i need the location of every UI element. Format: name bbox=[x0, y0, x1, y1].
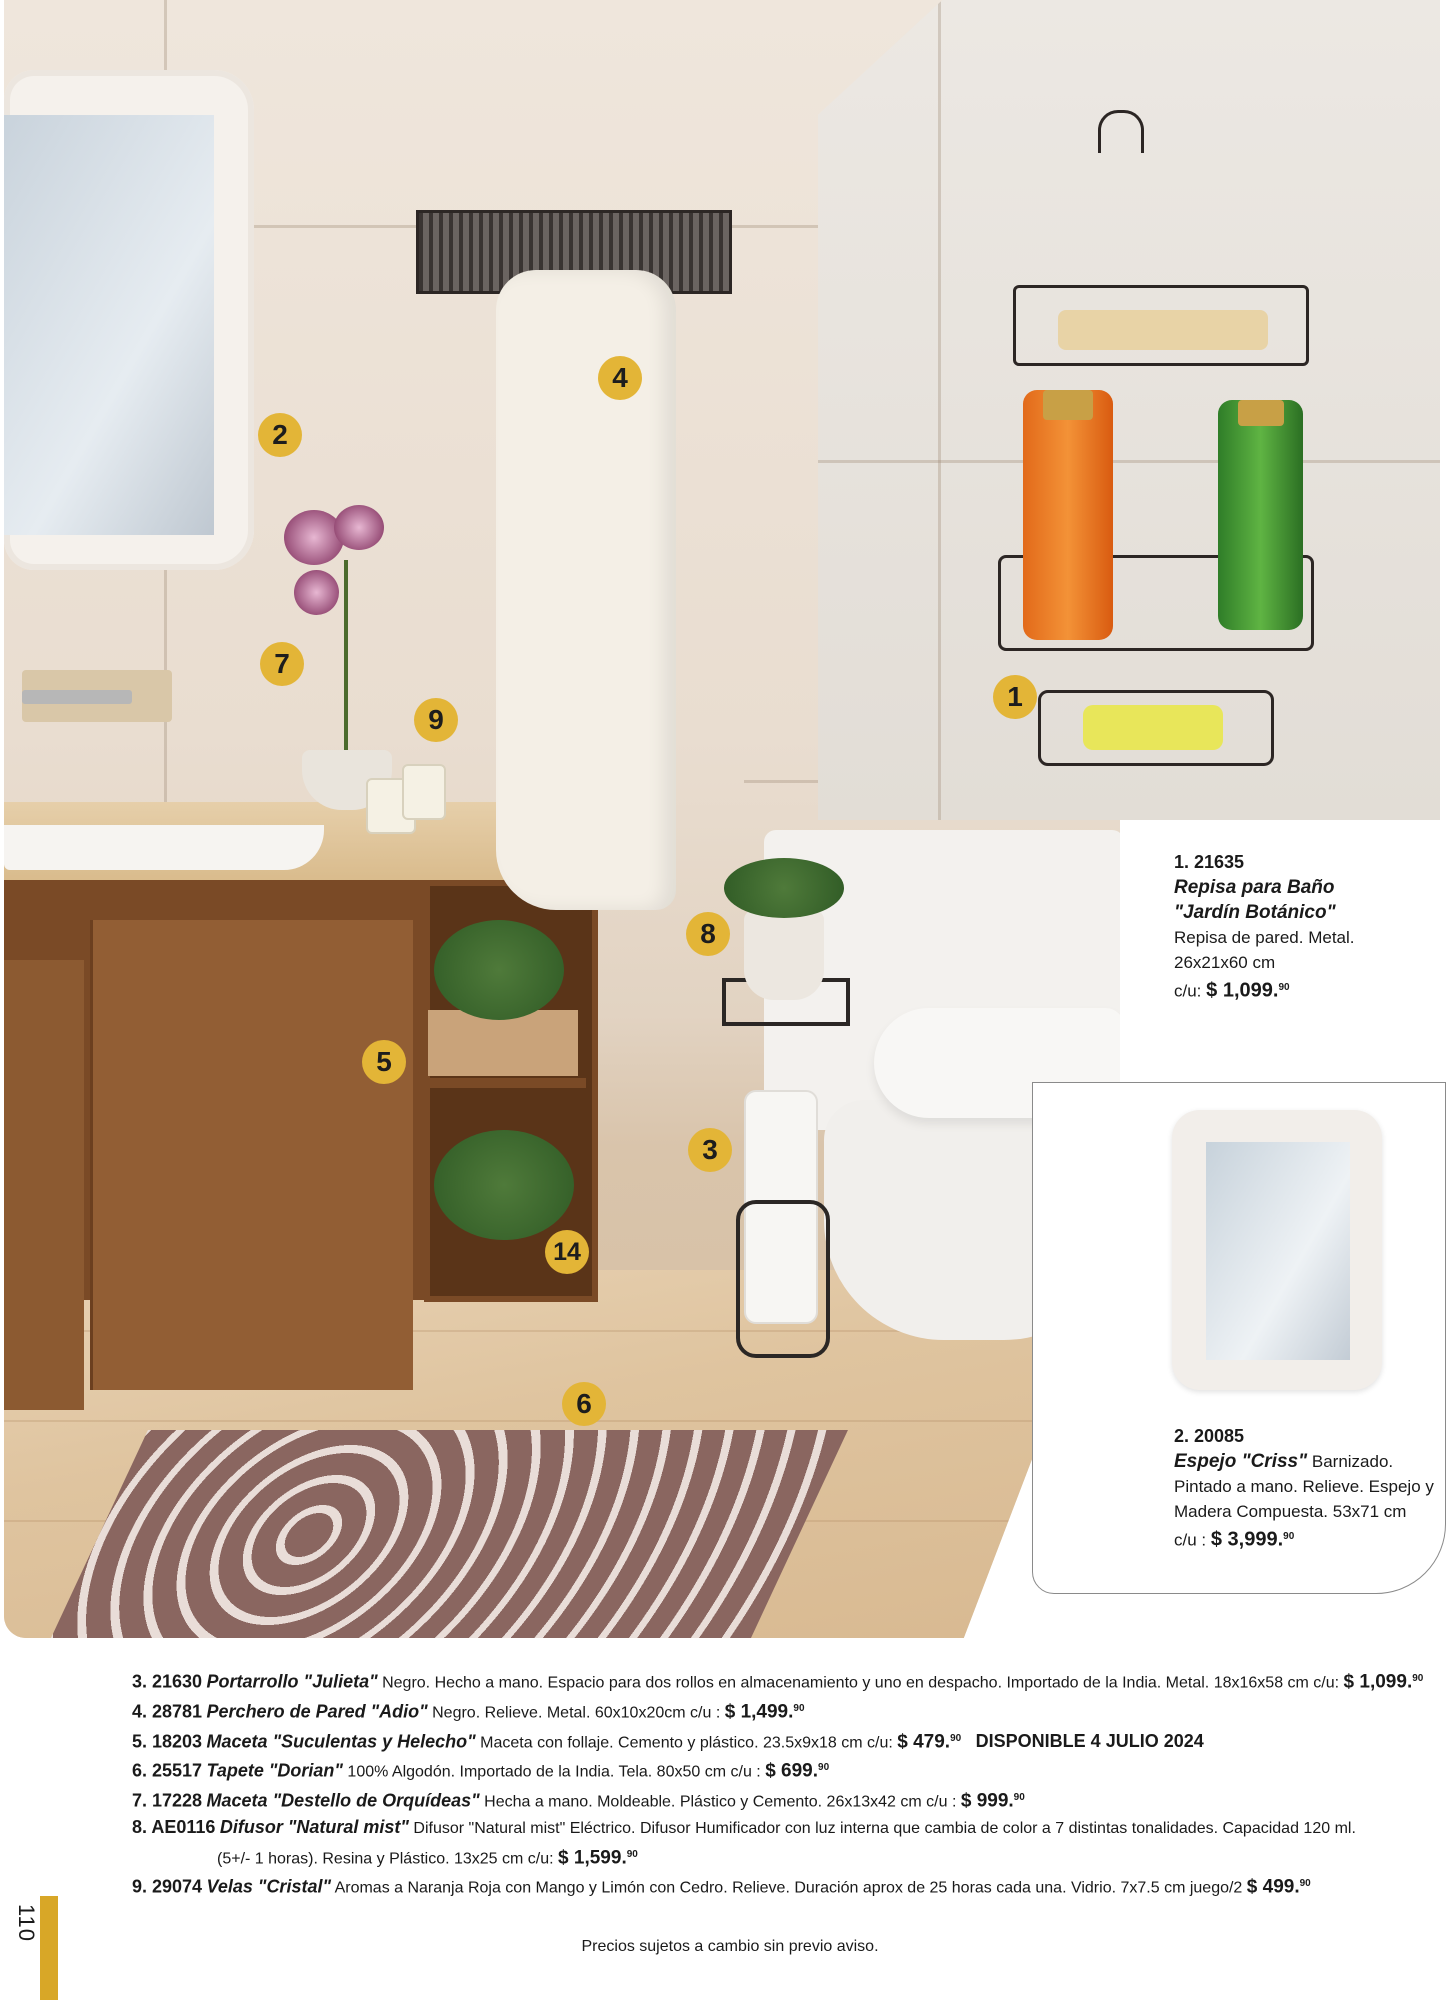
list-item: 5. 18203 Maceta "Suculentas y Helecho" Maceta con follaje. Cemento y plástico. 23.5x9x18 cm c/u: $ 479.90 DISPONIBLE 4 JULIO 2024 bbox=[132, 1730, 1204, 1752]
price-prefix: c/u: bbox=[1174, 981, 1202, 1001]
price-prefix: c/u : bbox=[1174, 1530, 1207, 1550]
toilet-paper-holder bbox=[736, 1200, 830, 1358]
fern-plant bbox=[434, 1130, 574, 1240]
caddy-hook bbox=[1098, 110, 1144, 153]
page-number: 110 bbox=[14, 1903, 39, 1943]
list-item-continued: (5+/- 1 horas). Resina y Plástico. 13x25 cm c/u: $ 1,599.90 bbox=[217, 1846, 638, 1868]
product-2-desc-line2: Pintado a mano. Relieve. Espejo y bbox=[1174, 1477, 1434, 1496]
orchid-flower bbox=[334, 505, 384, 550]
cabinet-door bbox=[90, 920, 413, 1390]
badge-1: 1 bbox=[993, 675, 1037, 719]
list-item: 6. 25517 Tapete "Dorian" 100% Algodón. Importado de la India. Tela. 80x50 cm c/u : $ 699.90 bbox=[132, 1760, 830, 1782]
availability-note: DISPONIBLE 4 JULIO 2024 bbox=[975, 1730, 1204, 1751]
list-item: 4. 28781 Perchero de Pared "Adio" Negro. Relieve. Metal. 60x10x20cm c/u : $ 1,499.90 bbox=[132, 1701, 805, 1723]
list-item: 7. 17228 Maceta "Destello de Orquídeas" Hecha a mano. Moldeable. Plástico y Cemento. 26x13x42 cm c/u : $ 999.90 bbox=[132, 1790, 1025, 1812]
badge-9: 9 bbox=[414, 698, 458, 742]
footer-note: Precios sujetos a cambio sin previo aviso. bbox=[581, 1938, 879, 1955]
sink bbox=[4, 825, 324, 870]
mirror-glass bbox=[4, 115, 214, 535]
product-1-code: 1. 21635 bbox=[1174, 852, 1245, 872]
badge-6: 6 bbox=[562, 1382, 606, 1426]
badge-3: 3 bbox=[688, 1128, 732, 1172]
product-1-name: Repisa para Baño bbox=[1174, 877, 1335, 898]
product-2-code: 2. 20085 bbox=[1174, 1426, 1245, 1446]
mirror-product-glass bbox=[1206, 1142, 1350, 1360]
candle bbox=[402, 764, 446, 820]
faucet-spout bbox=[22, 690, 132, 704]
towel bbox=[496, 270, 676, 910]
price-cents: 90 bbox=[1278, 982, 1290, 993]
loofah bbox=[1058, 310, 1268, 350]
badge-8: 8 bbox=[686, 912, 730, 956]
bath-rug bbox=[50, 1430, 848, 1638]
badge-14: 14 bbox=[545, 1230, 589, 1274]
badge-4: 4 bbox=[598, 356, 642, 400]
product-2-desc: Barnizado. bbox=[1311, 1452, 1394, 1471]
diffuser bbox=[744, 910, 824, 1000]
product-1-name-line2: "Jardín Botánico" bbox=[1174, 902, 1336, 923]
product-2-desc-line3: Madera Compuesta. 53x71 cm bbox=[1174, 1502, 1407, 1521]
product-2-info bbox=[1174, 1424, 1440, 1553]
product-1-price: $ 1,099. bbox=[1206, 979, 1279, 1002]
product-1-dimensions: 26x21x60 cm bbox=[1174, 953, 1276, 972]
product-1-price-line bbox=[1174, 975, 1440, 1004]
list-item: 3. 21630 Portarrollo "Julieta" Negro. Hecho a mano. Espacio para dos rollos en almacenamiento y uno en despacho. Importado de la India. Metal. 18x16x58 cm c/u: $ 1,099.90 bbox=[132, 1671, 1424, 1693]
product-2-price: $ 3,999. bbox=[1210, 1528, 1284, 1551]
product-2-price-line bbox=[1174, 1524, 1440, 1553]
diffuser-plant bbox=[724, 858, 844, 918]
shower-caddy-photo bbox=[818, 0, 1440, 820]
orange-bottle bbox=[1023, 390, 1113, 640]
list-item: 9. 29074 Velas "Cristal" Aromas a Naranja Roja con Mango y Limón con Cedro. Relieve. Duración aprox de 25 horas cada una. Vidrio. 7x7.5 cm juego/2 $ 499.90 bbox=[132, 1876, 1311, 1898]
price-cents: 90 bbox=[1283, 1531, 1295, 1542]
list-item: 8. AE0116 Difusor "Natural mist" Difusor "Natural mist" Eléctrico. Difusor Humificador con luz interna que cambia de color a 7 distintas tonalidades. Capacidad 120 ml. bbox=[132, 1817, 1356, 1838]
green-bottle bbox=[1218, 400, 1303, 630]
product-1-desc: Repisa de pared. Metal. bbox=[1174, 928, 1355, 947]
product-2-name: Espejo "Criss" bbox=[1174, 1451, 1308, 1472]
badge-7: 7 bbox=[260, 642, 304, 686]
shelf-board bbox=[424, 1078, 586, 1088]
product-1-info bbox=[1174, 850, 1440, 1004]
badge-5: 5 bbox=[362, 1040, 406, 1084]
orchid-stem bbox=[344, 560, 348, 750]
accent-bar bbox=[40, 1896, 58, 2000]
succulent-plant bbox=[434, 920, 564, 1020]
orchid-flower bbox=[294, 570, 339, 615]
soap-bar bbox=[1083, 705, 1223, 750]
badge-2: 2 bbox=[258, 413, 302, 457]
product-list bbox=[132, 1666, 1424, 1901]
cabinet-door bbox=[4, 960, 84, 1410]
